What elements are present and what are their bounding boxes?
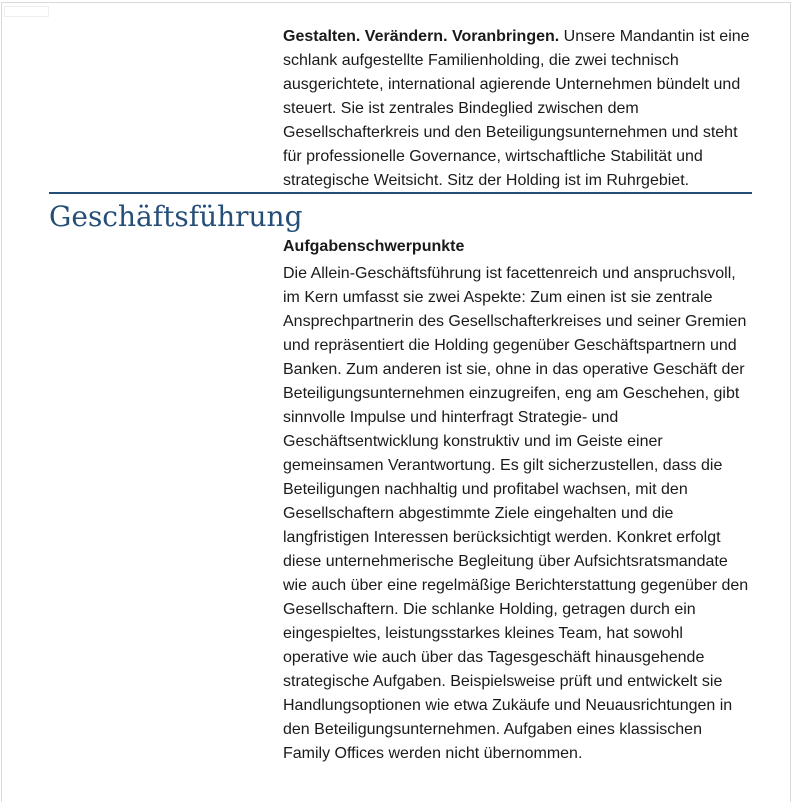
intro-paragraph xyxy=(283,25,753,193)
empty-placeholder-box xyxy=(4,6,49,17)
tasks-paragraph: Die Allein-Geschäftsführung ist facettenreich und anspruchsvoll, im Kern umfasst sie zwei Aspekte: Zum einen ist sie zentrale Ansprechpartnerin des Gesellschafterkreises und seiner Gremien und repräsentiert die Holding gegenüber Geschäftspartnern und Banken. Zum anderen ist sie, ohne in das operative Geschäft der Beteiligungsunternehmen einzugreifen, eng am Geschehen, gibt sinnvolle Impulse und hinterfragt Strategie- und Geschäftsentwicklung konstruktiv und im Geiste einer gemeinsamen Verantwortung. Es gilt sicherzustellen, dass die Beteiligungen nachhaltig und profitabel wachsen, mit den Gesellschaftern abgestimmte Ziele eingehalten und die langfristigen Interessen berücksichtigt werden. Konkret erfolgt diese unternehmerische Begleitung über Aufsichtsratsmandate wie auch über eine regelmäßige Berichterstattung gegenüber den Gesellschaftern. Die schlanke Holding, getragen durch ein eingespieltes, leistungsstarkes kleines Team, hat sowohl operative wie auch über das Tagesgeschäft hinausgehende strategische Aufgaben. Beispielsweise prüft und entwickelt sie Handlungsoptionen wie etwa Zukäufe und Neuausrichtungen in den Beteiligungsunternehmen. Aufgaben eines klassischen Family Offices werden nicht übernommen. xyxy=(283,265,749,762)
intro-lead-text: Gestalten. Verändern. Voranbringen. xyxy=(283,28,560,45)
subheading-aufgabenschwerpunkte: Aufgabenschwerpunkte xyxy=(283,238,465,255)
section-divider-rule xyxy=(49,192,752,194)
section-title: Geschäftsführung xyxy=(49,200,303,233)
intro-body-text: Unsere Mandantin ist eine schlank aufgestellte Familienholding, die zwei technisch ausgerichtete, international agierende Unternehmen bündelt und steuert. Sie ist zentrales Bindeglied zwischen dem Gesellschafterkreis und den Beteiligungsunternehmen und steht für professionelle Governance, wirtschaftliche Stabilität und strategische Weitsicht. Sitz der Holding ist im Ruhrgebiet. xyxy=(283,28,750,189)
